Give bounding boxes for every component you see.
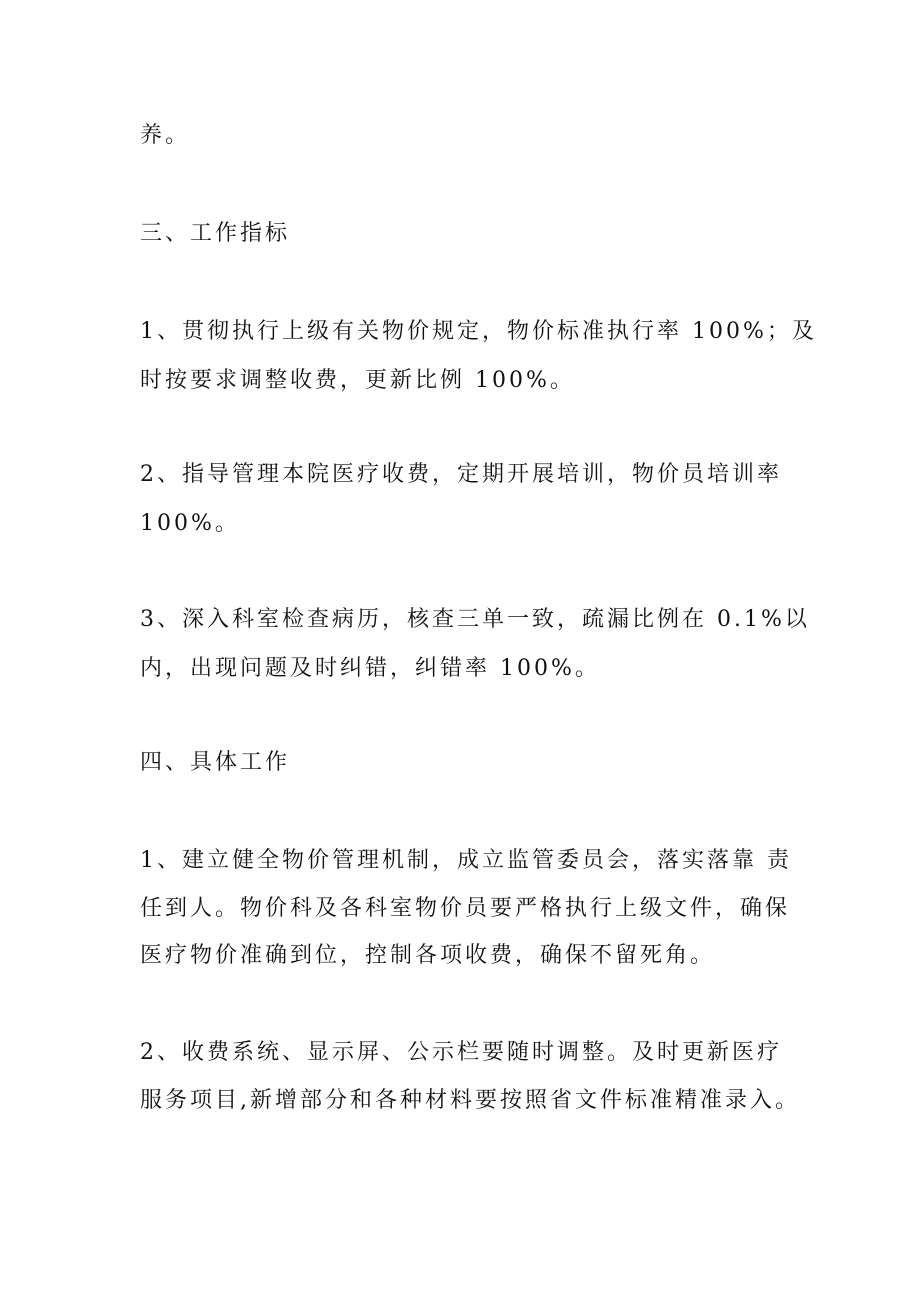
text-line: 3、深入科室检查病历，核查三单一致，疏漏比例在 0.1%以 bbox=[140, 607, 810, 632]
text-line: 100%。 bbox=[140, 511, 240, 536]
section-heading: 三、工作指标 bbox=[140, 221, 291, 246]
text-line: 养。 bbox=[140, 123, 191, 148]
text-line: 服务项目,新增部分和各种材料要按照省文件标准精准录入。 bbox=[140, 1088, 800, 1113]
text-line: 2、指导管理本院医疗收费，定期开展培训，物价员培训率 bbox=[140, 462, 782, 487]
text-line: 任到人。物价科及各科室物价员要严格执行上级文件，确保 bbox=[140, 896, 791, 921]
text-line: 1、贯彻执行上级有关物价规定，物价标准执行率 100%；及 bbox=[140, 319, 817, 344]
text-line: 2、收费系统、显示屏、公示栏要随时调整。及时更新医疗 bbox=[140, 1040, 782, 1065]
section-heading: 四、具体工作 bbox=[140, 750, 291, 775]
text-line: 时按要求调整收费，更新比例 100%。 bbox=[140, 368, 575, 393]
text-line: 医疗物价准确到位，控制各项收费，确保不留死角。 bbox=[140, 943, 716, 968]
text-line: 内，出现问题及时纠错，纠错率 100%。 bbox=[140, 656, 600, 681]
text-line: 1、建立健全物价管理机制，成立监管委员会，落实落靠 责 bbox=[140, 848, 792, 873]
